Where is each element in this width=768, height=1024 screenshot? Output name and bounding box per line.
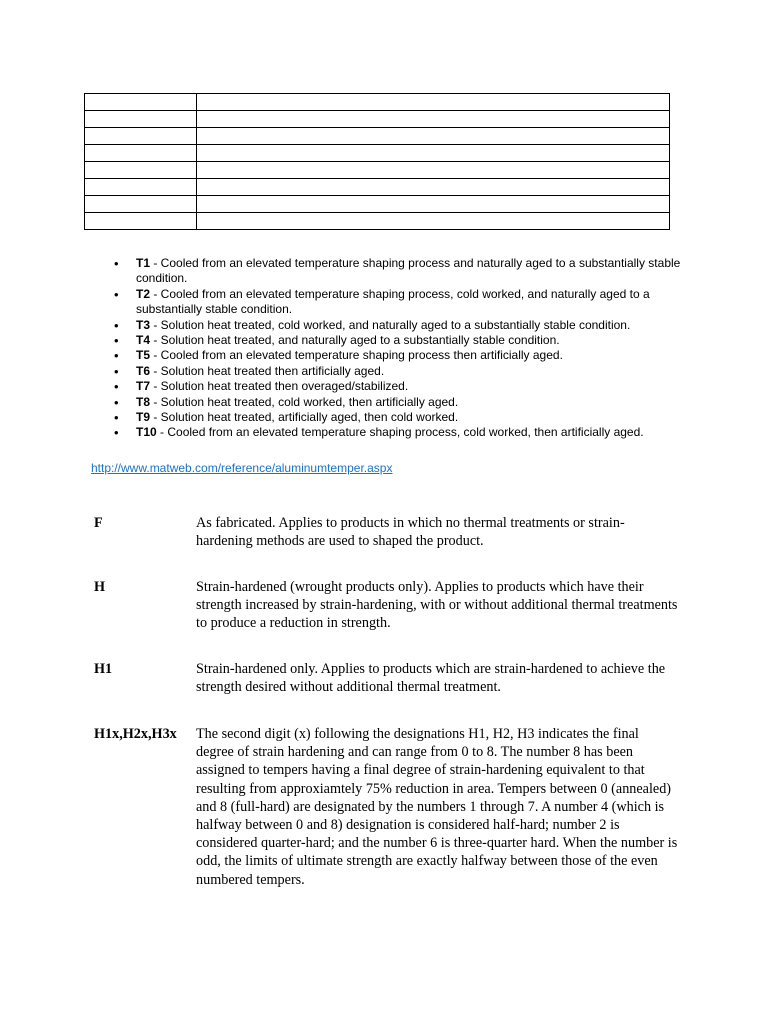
table-cell (197, 179, 670, 196)
temper-code: T6 (136, 363, 151, 378)
list-item (136, 348, 686, 363)
definition-text: As fabricated. Applies to products in which no thermal treatments or strain-hardening methods are used to shaped the product. (196, 515, 625, 550)
table-cell (85, 179, 197, 196)
list-item (136, 395, 686, 410)
temper-description: - Cooled from an elevated temperature shaping process, cold worked, and naturally aged to a substantially stable condition. (136, 286, 650, 317)
table-row (85, 179, 670, 196)
list-item (136, 379, 686, 394)
list-item (136, 318, 686, 333)
table-cell (197, 145, 670, 162)
table-cell (197, 196, 670, 213)
table-cell (85, 162, 197, 179)
table-cell (85, 145, 197, 162)
list-item (136, 410, 686, 425)
list-item (136, 333, 686, 348)
temper-description: - Solution heat treated, and naturally aged to a substantially stable condition. (150, 333, 560, 348)
temper-code: T9 (136, 410, 151, 425)
table-cell (85, 111, 197, 128)
definition-text: Strain-hardened only. Applies to products which are strain-hardened to achieve the strength desired without additional thermal treatment. (196, 661, 666, 696)
temper-code: T5 (136, 348, 151, 363)
reference-link[interactable]: http://www.matweb.com/reference/aluminumtemper.aspx (91, 461, 393, 475)
temper-code: T7 (136, 379, 151, 394)
table-cell (197, 111, 670, 128)
temper-description: - Cooled from an elevated temperature shaping process and naturally aged to a substantially stable condition. (136, 256, 681, 286)
definition-term: H (94, 579, 106, 595)
table-cell (197, 94, 670, 111)
table-row (85, 196, 670, 213)
table-cell (197, 213, 670, 230)
temper-description: - Solution heat treated, artificially aged, then cold worked. (150, 410, 459, 425)
table-row (85, 111, 670, 128)
temper-code: T4 (136, 333, 151, 348)
list-item (136, 256, 686, 287)
table-row (85, 128, 670, 145)
temper-description: - Solution heat treated, cold worked, then artificially aged. (150, 394, 459, 409)
temper-code: T8 (136, 394, 151, 409)
list-item (136, 287, 686, 318)
table-cell (85, 196, 197, 213)
temper-code: T2 (136, 286, 151, 301)
temper-description: - Solution heat treated then artificially aged. (150, 363, 385, 378)
table-row (85, 94, 670, 111)
list-item (136, 364, 686, 379)
temper-description: - Solution heat treated then overaged/stabilized. (150, 379, 409, 394)
table-row (85, 162, 670, 179)
definition-term: F (94, 515, 103, 531)
table-row (85, 213, 670, 230)
definition-term: H1 (94, 661, 113, 677)
temper-code: T3 (136, 317, 151, 332)
table-cell (85, 128, 197, 145)
temper-list (136, 256, 686, 441)
definition-text: Strain-hardened (wrought products only). Applies to products which have their strength increased by strain-hardening, with or without additional thermal treatments to produce a reduction in strength. (196, 579, 678, 632)
definition-text: The second digit (x) following the designations H1, H2, H3 indicates the final degree of strain hardening and can range from 0 to 8. The number 8 has been assigned to tempers having a final degree of strain-hardening equivalent to that resulting from approxiamtely 75% reduction in area. Tempers between 0 (annealed) and 8 (full-hard) are designated by the numbers 1 through 7. A number 4 (which is halfway between 0 and 8) designation is considered half-hard; number 2 is considered quarter-hard; and the number 6 is three-quarter hard. When the number is odd, the limits of ultimate strength are exactly halfway between those of the even numbered tempers. (196, 726, 678, 888)
table-row (85, 145, 670, 162)
list-item (136, 425, 686, 440)
table-cell (197, 162, 670, 179)
temper-description: - Cooled from an elevated temperature shaping process, cold worked, then artificially aged. (156, 425, 644, 440)
table-cell (85, 94, 197, 111)
table-cell (197, 128, 670, 145)
definition-term: H1x,H2x,H3x (94, 726, 177, 742)
temper-code: T10 (136, 425, 157, 440)
empty-table (84, 93, 670, 230)
temper-description: - Cooled from an elevated temperature shaping process then artificially aged. (150, 348, 563, 363)
temper-code: T1 (136, 256, 151, 270)
table-cell (85, 213, 197, 230)
temper-description: - Solution heat treated, cold worked, and naturally aged to a substantially stable condition. (150, 317, 631, 332)
